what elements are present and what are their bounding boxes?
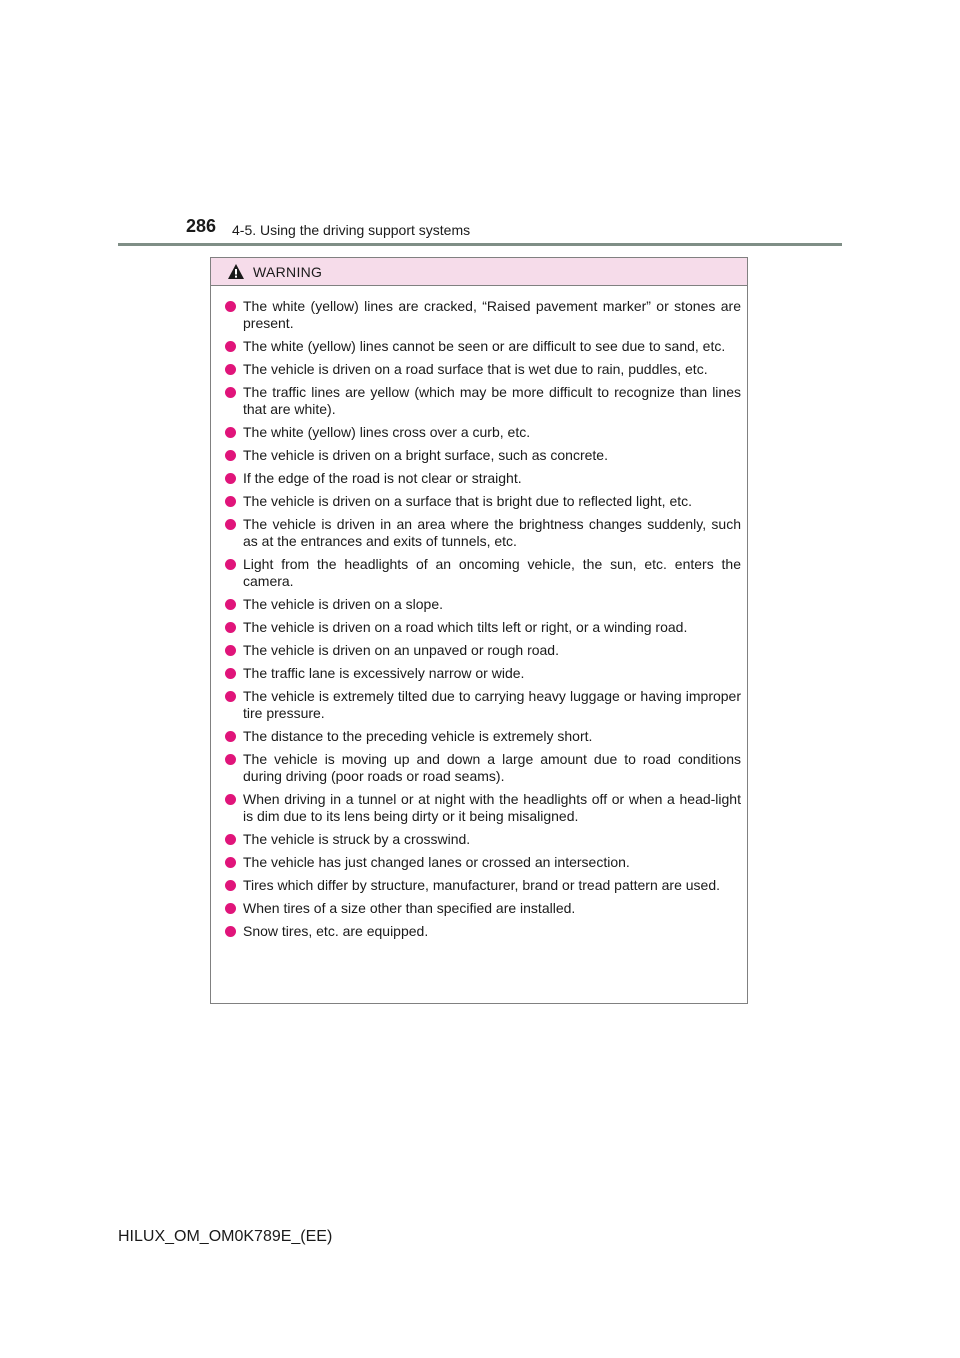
warning-item-text: The vehicle is extremely tilted due to carrying heavy luggage or having improper tire pressure.: [243, 688, 741, 721]
bullet-icon: [225, 731, 236, 742]
warning-list-item: [225, 470, 741, 487]
warning-item-text: Light from the headlights of an oncoming vehicle, the sun, etc. enters the camera.: [243, 556, 741, 589]
warning-list-item: [225, 854, 741, 871]
warning-item-text: The traffic lane is excessively narrow or wide.: [243, 665, 525, 681]
warning-list-item: [225, 338, 741, 355]
warning-item-text: The vehicle is driven on a surface that is bright due to reflected light, etc.: [243, 493, 693, 509]
warning-triangle-icon: [227, 263, 245, 280]
warning-list-item: [225, 493, 741, 510]
warning-item-text: The vehicle is driven on a slope.: [243, 596, 443, 612]
warning-item-text: The white (yellow) lines are cracked, “Raised pavement marker” or stones are present.: [243, 298, 741, 331]
bullet-icon: [225, 387, 236, 398]
warning-list: [211, 286, 747, 940]
warning-item-text: The vehicle is driven on a road surface that is wet due to rain, puddles, etc.: [243, 361, 708, 377]
warning-item-text: The vehicle is driven on a road which tilts left or right, or a winding road.: [243, 619, 688, 635]
bullet-icon: [225, 903, 236, 914]
warning-list-item: [225, 688, 741, 722]
warning-item-text: The vehicle is driven on an unpaved or rough road.: [243, 642, 559, 658]
warning-item-text: The vehicle is driven in an area where the brightness changes suddenly, such as at the entrances and exits of tunnels, etc.: [243, 516, 741, 549]
bullet-icon: [225, 599, 236, 610]
page-number: 286: [186, 216, 217, 236]
warning-list-item: [225, 619, 741, 636]
bullet-icon: [225, 691, 236, 702]
bullet-icon: [225, 926, 236, 937]
section-title: 4-5. Using the driving support systems: [232, 222, 471, 238]
warning-title: WARNING: [253, 263, 323, 280]
warning-item-text: The vehicle is moving up and down a large amount due to road conditions during driving (poor roads or road seams).: [243, 751, 741, 784]
warning-list-item: [225, 384, 741, 418]
warning-item-text: The vehicle has just changed lanes or crossed an intersection.: [243, 854, 630, 870]
bullet-icon: [225, 496, 236, 507]
bullet-icon: [225, 473, 236, 484]
warning-item-text: The vehicle is driven on a bright surface, such as concrete.: [243, 447, 608, 463]
warning-list-item: [225, 877, 741, 894]
bullet-icon: [225, 450, 236, 461]
bullet-icon: [225, 427, 236, 438]
warning-item-text: The white (yellow) lines cannot be seen or are difficult to see due to sand, etc.: [243, 338, 726, 354]
warning-list-item: [225, 424, 741, 441]
warning-item-text: The distance to the preceding vehicle is extremely short.: [243, 728, 593, 744]
warning-item-text: The white (yellow) lines cross over a curb, etc.: [243, 424, 531, 440]
bullet-icon: [225, 754, 236, 765]
warning-list-item: [225, 361, 741, 378]
warning-box: [210, 257, 748, 1004]
warning-list-item: [225, 642, 741, 659]
warning-list-item: [225, 516, 741, 550]
bullet-icon: [225, 880, 236, 891]
warning-list-item: [225, 900, 741, 917]
document-code: HILUX_OM_OM0K789E_(EE): [118, 1228, 333, 1245]
warning-list-item: [225, 831, 741, 848]
warning-item-text: If the edge of the road is not clear or straight.: [243, 470, 522, 486]
bullet-icon: [225, 559, 236, 570]
warning-header: [211, 258, 747, 286]
warning-item-text: When tires of a size other than specified are installed.: [243, 900, 576, 916]
warning-list-item: [225, 298, 741, 332]
bullet-icon: [225, 645, 236, 656]
warning-list-item: [225, 665, 741, 682]
warning-item-text: The vehicle is struck by a crosswind.: [243, 831, 471, 847]
header-rule: [118, 243, 842, 246]
bullet-icon: [225, 668, 236, 679]
warning-item-text: Snow tires, etc. are equipped.: [243, 923, 429, 939]
warning-list-item: [225, 751, 741, 785]
bullet-icon: [225, 834, 236, 845]
warning-list-item: [225, 728, 741, 745]
warning-item-text: Tires which differ by structure, manufacturer, brand or tread pattern are used.: [243, 877, 721, 893]
warning-item-text: When driving in a tunnel or at night with the headlights off or when a head-light is dim due to its lens being dirty or it being misaligned.: [243, 791, 741, 824]
bullet-icon: [225, 857, 236, 868]
bullet-icon: [225, 341, 236, 352]
warning-list-item: [225, 791, 741, 825]
bullet-icon: [225, 364, 236, 375]
bullet-icon: [225, 301, 236, 312]
warning-list-item: [225, 596, 741, 613]
warning-item-text: The traffic lines are yellow (which may be more difficult to recognize than lines that are white).: [243, 384, 741, 417]
bullet-icon: [225, 622, 236, 633]
warning-list-item: [225, 556, 741, 590]
bullet-icon: [225, 519, 236, 530]
warning-list-item: [225, 447, 741, 464]
warning-list-item: [225, 923, 741, 940]
bullet-icon: [225, 794, 236, 805]
